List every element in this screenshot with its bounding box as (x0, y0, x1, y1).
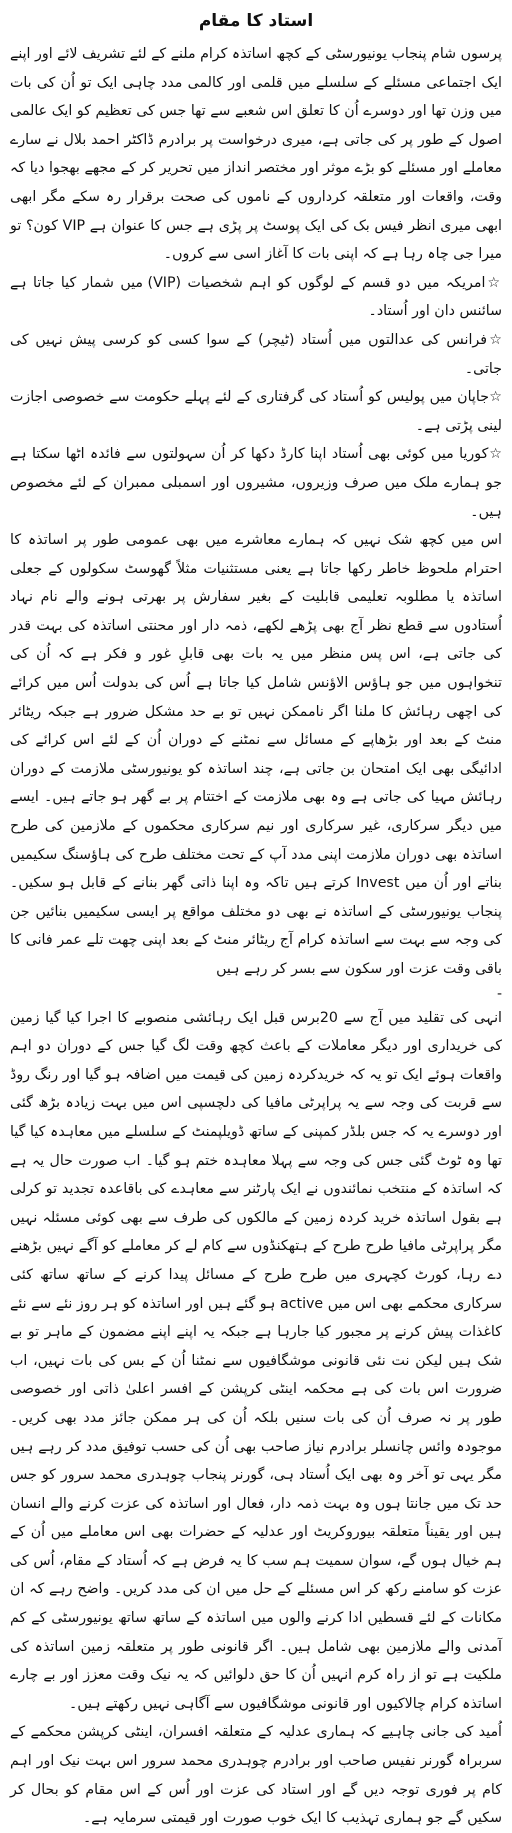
fact-usa: ☆امریکہ میں دو قسم کے لوگوں کو اہم شخصیات (VIP) میں شمار کیا جاتا ہے سائنس دان اور اُستاد۔ (10, 274, 502, 320)
housing-paragraph: اس میں کچھ شک نہیں کہ ہمارے معاشرے میں بھی عمومی طور پر اساتذہ کا احترام ملحوظ خاطر رکھا جاتا ہے یعنی مستثنیات مثلاً گھوسٹ سکولوں کے جعلی اساتذہ یا مطلوبہ تعلیمی قابلیت کے بغیر سفارش پر بھرتی ہونے والے نام نہاد اُستادوں سے قطع نظر آج بھی پڑھے لکھے، ذمہ دار اور محنتی اساتذہ کی بہت قدر کی جاتی ہے، اس پس منظر میں یہ بات بھی قابلِ غور و فکر ہے کہ اُن کی تنخواہوں میں جو ہاؤس الاؤنس شامل کیا جاتا ہے اُس کی بدولت اُس میں کرائے کی اچھی رہائش کا ملنا اگر ناممکن نہیں تو بے حد مشکل ضرور ہے جبکہ ریٹائر منٹ کے بعد اور بڑھاپے کے مسائل سے نمٹنے کے دوران اُن کے لئے اس کرائے کی ادائیگی بھی ایک امتحان بن جاتی ہے، چند اساتذہ کو یونیورسٹی ملازمت کے دوران رہائش مہیا کی جاتی ہے وہ بھی ملازمت کے اختتام پر بے گھر ہو جاتے ہیں۔ ایسے میں دیگر سرکاری، غیر سرکاری اور نیم سرکاری محکموں کے ملازمین کی طرح اساتذہ بھی دوران ملازمت اپنی مدد آپ کے تحت مختلف طرح کی ہاؤسنگ سکیمیں بناتے اور اُن میں Invest کرتے ہیں تاکہ وہ اپنا ذاتی گھر بنانے کے قابل ہو سکیں۔ پنجاب یونیورسٹی کے اساتذہ نے بھی دو مختلف مواقع پر ایسی سکیمیں بنائیں جن کی وجہ سے بہت سے اساتذہ کرام آج ریٹائر منٹ کے بعد اپنی چھت تلے عمر فانی کا باقی وقت عزت اور سکون سے بسر کر رہے ہیں (10, 532, 502, 977)
closing-paragraph: اُمید کی جانی چاہیے کہ ہماری عدلیہ کے متعلقہ افسران، اینٹی کرپشن محکمے کے سربراہ گورنر نفیس صاحب اور برادرم چوہدری محمد سرور اس بہت نیک اور اہم کام پر فوری توجہ دیں گے اور استاد کی عزت اور اُس کے اس مقام کو بحال کر سکیں گے جو ہماری تہذیب کا ایک خوب صورت اور قیمتی سرمایہ ہے۔ (10, 1724, 502, 1827)
fact-korea: ☆کوریا میں کوئی بھی اُستاد اپنا کارڈ دکھا کر اُن سہولتوں سے فائدہ اٹھا سکتا ہے جو ہمارے ملک میں صرف وزیروں، مشیروں اور اسمبلی ممبران کے لئے مخصوص ہیں۔ (10, 446, 502, 520)
intro-paragraph: پرسوں شام پنجاب یونیورسٹی کے کچھ اساتذہ کرام ملنے کے لئے تشریف لائے اور اپنے ایک اجتماعی مسئلے کے سلسلے میں قلمی اور کالمی مدد چاہی ایک تو اُن کی بات میں وزن تھا اور دوسرے اُن کا تعلق اس شعبے سے تھا جس کی تعظیم کو ایک عالمی اصول کے طور پر کی جاتی ہے، میری درخواست پر برادرم ڈاکٹر احمد بلال نے سارے معاملے اور مسئلے کو بڑے موثر اور مختصر انداز میں تحریر کر کے مجھے بھجوا دیا کہ وقت، واقعات اور متعلقہ کرداروں کے ناموں کی صحت برقرار رہ سکے مگر ابھی ابھی میری انظر فیس بک کی ایک پوسٹ پر پڑی ہے جس کا عنوان ہے VIP کون؟ تو میرا جی چاہ رہا ہے کہ اپنی بات کا آغاز اسی سے کروں۔ (10, 46, 502, 263)
fact-france: ☆فرانس کی عدالتوں میں اُستاد (ٹیچر) کے سوا کسی کو کرسی پیش نہیں کی جاتی۔ (10, 331, 502, 377)
scheme-paragraph: انہی کی تقلید میں آج سے 20برس قبل ایک رہائشی منصوبے کا اجرا کیا گیا زمین کی خریداری اور دیگر معاملات کے باعث کچھ وقت لگ گیا جس کے دوران دو اہم واقعات ہوئے ایک تو یہ کہ خریدکردہ زمین کی قیمت میں اضافہ ہو گیا اور رنگ روڈ سے قربت کی وجہ سے یہ پراپرٹی مافیا کی دلچسپی اس میں بہت زیادہ بڑھ گئی اور دوسرے یہ کہ جس بلڈر کمپنی کے ساتھ ڈویلپمنٹ کے سلسلے میں معاہدہ کیا گیا تھا وہ ٹوٹ گئی جس کی وجہ سے پہلا معاہدہ ختم ہو گیا۔ اب صورت حال یہ ہے کہ اساتذہ کے منتخب نمائندوں نے ایک پارٹنر سے معاہدے کی باقاعدہ تجدید تو کرلی ہے بقول اساتذہ خرید کردہ زمین کے مالکوں کی طرف سے بھی کوئی مسئلہ نہیں مگر پراپرٹی مافیا طرح طرح کے ہتھکنڈوں سے کام لے کر معاملے کو آگے نہیں بڑھنے دے رہا، کورٹ کچہری میں طرح طرح کے مسائل پیدا کرنے کے ساتھ ساتھ کئی سرکاری محکمے بھی اس میں active ہو گئے ہیں اور اساتذہ کو ہر روز نئے سے نئے کاغذات پیش کرنے پر مجبور کیا جارہا ہے جبکہ یہ اپنے اپنے مضمون کے ماہر تو بے شک ہیں لیکن نت نئی قانونی موشگافیوں سے نمٹنا اُن کے بس کی بات نہیں، اب ضرورت اس بات کی ہے محکمہ اینٹی کرپشن کے افسر اعلیٰ ذاتی اور خصوصی طور پر نہ صرف اُن کی بات سنیں بلکہ اُن کی ہر ممکن جائز مدد بھی کریں۔ موجودہ وائس چانسلر برادرم نیاز صاحب بھی اُن کی حسب توفیق مدد کر رہے ہیں مگر یہی تو آخر وہ بھی ایک اُستاد ہی، گورنر پنجاب چوہدری محمد سرور کو جس حد تک میں جانتا ہوں وہ بہت ذمہ دار، فعال اور اساتذہ کی عزت کرنے والے انسان ہیں اور یقیناً متعلقہ بیوروکریٹ اور عدلیہ کے حضرات بھی اس معاملے میں اُن کے ہم خیال ہوں گے، سوان سمیت ہم سب کا یہ فرض ہے کہ اُستاد کے مقام، اُس کی عزت کو سامنے رکھ کر اس مسئلے کے حل میں ان کی مدد کریں۔ واضح رہے کہ ان مکانات کے لئے قسطیں ادا کرنے والوں میں اساتذہ کے ساتھ ساتھ یونیورسٹی کے کم آمدنی والے ملازمین بھی شامل ہیں۔ اگر قانونی طور پر متعلقہ زمین اساتذہ کی ملکیت ہے تو از راہ کرم انہیں اُن کا حق دلوائیں کہ یہ نیک وقت معزز اور بے چارے اساتذہ کرام چالاکیوں اور قانونی موشگافیوں سے آگاہی نہیں رکھتے ہیں۔ (10, 1009, 503, 1712)
article-title: استاد کا مقام (198, 11, 314, 31)
fact-japan: ☆جاپان میں پولیس کو اُستاد کی گرفتاری کے لئے پہلے حکومت سے خصوصی اجازت لینی پڑتی ہے۔ (10, 389, 502, 434)
section-separator: - (496, 985, 502, 1002)
